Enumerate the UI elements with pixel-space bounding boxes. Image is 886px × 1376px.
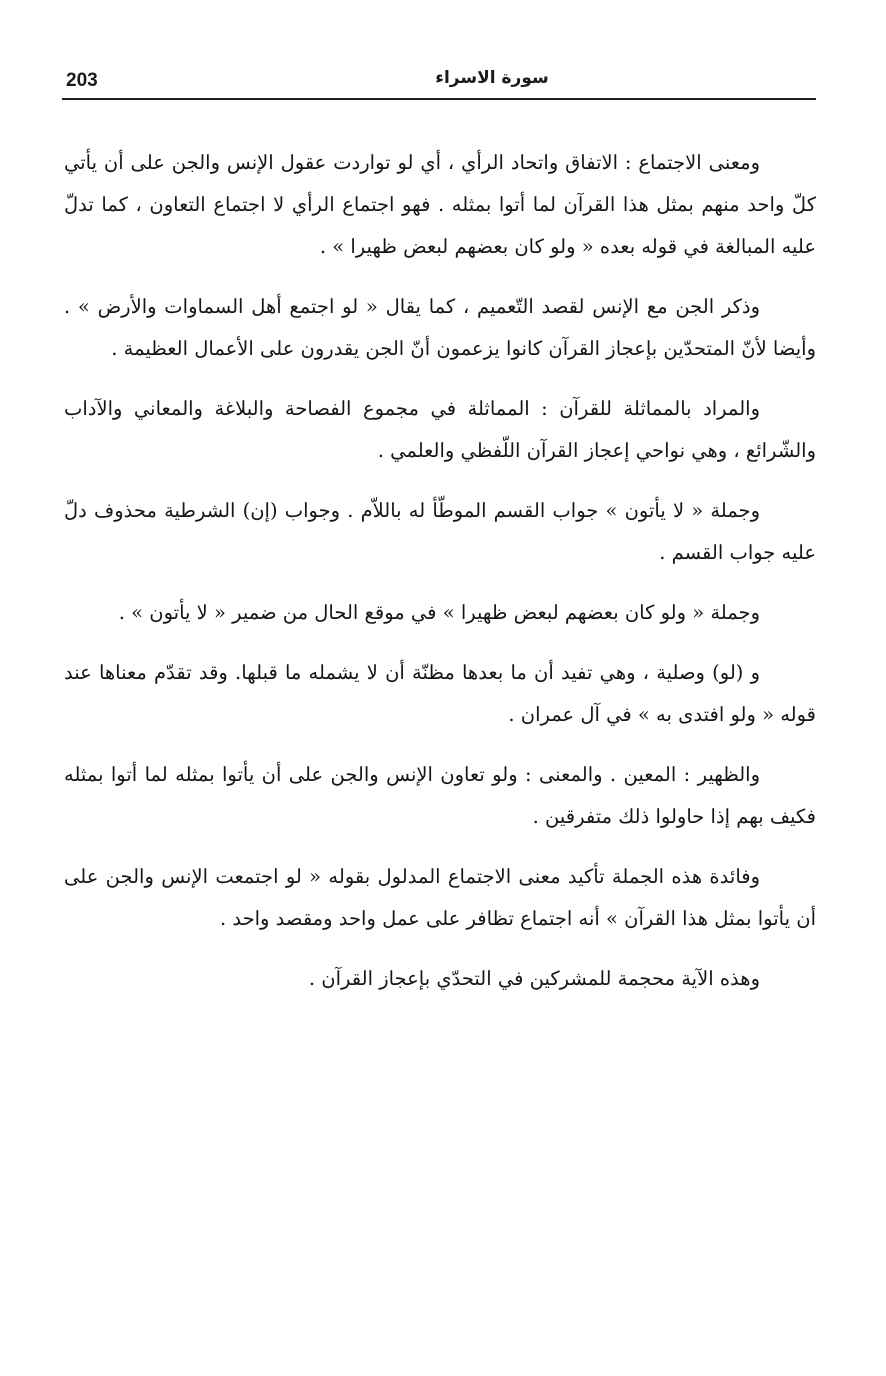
page-header (62, 66, 816, 100)
page-number: 203 (66, 70, 98, 91)
paragraph-oath-answer: وجملة « لا يأتون » جواب القسم الموطّأ له باللاّم . وجواب (إن) الشرطية محذوف دلّ عليه جواب القسم . (64, 499, 816, 564)
paragraph-mention-of-jinn: وذكر الجن مع الإنس لقصد التّعميم ، كما يقال « لو اجتمع أهل السماوات والأرض » . وأيضا لأنّ المتحدّين بإعجاز القرآن كانوا يزعمون أنّ الجن يقدرون على الأعمال العظيمة . (64, 295, 816, 360)
paragraph-circumstantial-clause: وجملة « ولو كان بعضهم لبعض ظهيرا » في موقع الحال من ضمير « لا يأتون » . (118, 601, 760, 624)
running-title: سورة الاسراء (435, 68, 549, 88)
paragraph-meaning-of-zahir: والظهير : المعين . والمعنى : ولو تعاون الإنس والجن على أن يأتوا بمثله لما أتوا بمثله فكيف بهم إذا حاولوا ذلك متفرقين . (64, 763, 816, 828)
paragraph-meaning-of-likeness: والمراد بالمماثلة للقرآن : المماثلة في مجموع الفصاحة والبلاغة والمعاني والآداب والشّرائع ، وهي نواحي إعجاز القرآن اللّفظي والعلمي . (64, 397, 816, 462)
paragraph-law-wasliyya: و (لو) وصلية ، وهي تفيد أن ما بعدها مظنّة أن لا يشمله ما قبلها. وقد تقدّم معناها عند قوله « ولو افتدى به » في آل عمران . (64, 661, 816, 726)
paragraph-meaning-of-gathering: ومعنى الاجتماع : الاتفاق واتحاد الرأي ، أي لو تواردت عقول الإنس والجن على أن يأتي كلّ واحد منهم بمثل هذا القرآن لما أتوا بمثله . فهو اجتماع الرأي لا اجتماع التعاون ، كما تدلّ عليه المبالغة في قوله بعده « ولو كان بعضهم لبعض ظهيرا » . (64, 151, 816, 258)
body-text (64, 142, 816, 1018)
header-rule (62, 98, 816, 100)
paragraph-challenge-verse: وهذه الآية محجمة للمشركين في التحدّي بإعجاز القرآن . (308, 967, 760, 990)
paragraph-benefit-of-clause: وفائدة هذه الجملة تأكيد معنى الاجتماع المدلول بقوله « لو اجتمعت الإنس والجن على أن يأتوا بمثل هذا القرآن » أنه اجتماع تظافر على عمل واحد ومقصد واحد . (64, 865, 816, 930)
